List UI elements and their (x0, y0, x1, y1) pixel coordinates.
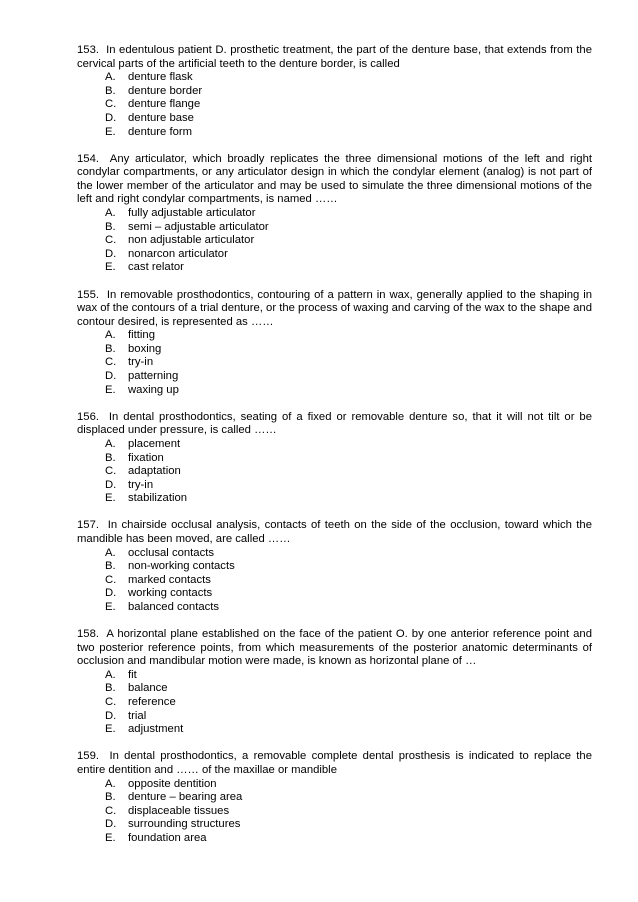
option-text: denture base (128, 111, 194, 124)
answer-option (105, 669, 592, 683)
question-number: 153. (77, 44, 99, 56)
option-text: marked contacts (128, 573, 211, 586)
option-letter: B. (105, 220, 116, 233)
question-stem (77, 628, 592, 669)
answer-option (105, 479, 592, 493)
option-letter: E. (105, 723, 116, 736)
option-text: displaceable tissues (128, 804, 230, 817)
document-page (77, 44, 592, 859)
option-text: patterning (128, 370, 179, 383)
question-156 (77, 411, 592, 506)
answer-options (77, 329, 592, 397)
question-153 (77, 44, 592, 139)
question-number: 157. (77, 519, 99, 532)
option-text: fit (128, 668, 137, 681)
option-text: adjustment (128, 723, 184, 736)
option-text: denture flange (128, 98, 201, 111)
answer-option (105, 248, 592, 262)
question-stem (77, 153, 592, 207)
question-stem (77, 750, 592, 777)
option-letter: C. (105, 573, 117, 586)
option-letter: A. (105, 437, 116, 450)
answer-options (77, 438, 592, 506)
question-154 (77, 153, 592, 275)
answer-options (77, 71, 592, 139)
option-letter: C. (105, 356, 117, 369)
option-letter: A. (105, 668, 116, 681)
option-letter: B. (105, 451, 116, 464)
option-letter: B. (105, 84, 116, 97)
option-letter: B. (105, 791, 116, 804)
answer-options (77, 669, 592, 737)
answer-option (105, 710, 592, 724)
option-text: denture – bearing area (128, 791, 243, 804)
answer-option (105, 234, 592, 248)
answer-option (105, 465, 592, 479)
option-text: boxing (128, 342, 162, 355)
option-letter: D. (105, 370, 117, 383)
question-number: 155. (77, 288, 99, 301)
answer-option (105, 370, 592, 384)
question-text: In removable prosthodontics, contouring of a pattern in wax, generally applied to the shaping in wax of the contours of a trial denture, or the process of waxing and carving of the wax to the shape and contour desired, is represented as …… (77, 288, 593, 328)
answer-option (105, 112, 592, 126)
answer-option (105, 560, 592, 574)
answer-options (77, 778, 592, 846)
answer-option (105, 384, 592, 398)
question-number: 154. (77, 152, 99, 165)
answer-option (105, 818, 592, 832)
answer-options (77, 207, 592, 275)
option-letter: D. (105, 478, 117, 491)
answer-option (105, 71, 592, 85)
option-text: non-working contacts (128, 560, 235, 573)
question-159 (77, 750, 592, 845)
answer-option (105, 587, 592, 601)
question-number: 156. (77, 410, 99, 423)
option-letter: A. (105, 546, 116, 559)
option-text: nonarcon articulator (128, 247, 228, 260)
answer-option (105, 601, 592, 615)
option-letter: A. (105, 71, 116, 84)
option-letter: D. (105, 587, 117, 600)
option-letter: E. (105, 600, 116, 613)
option-text: denture flask (128, 71, 193, 84)
option-text: opposite dentition (128, 777, 217, 790)
option-letter: B. (105, 560, 116, 573)
option-letter: C. (105, 804, 117, 817)
question-stem (77, 411, 592, 438)
question-number: 159. (77, 750, 99, 763)
answer-option (105, 547, 592, 561)
option-text: fitting (128, 329, 156, 342)
option-text: surrounding structures (128, 818, 241, 831)
answer-option (105, 85, 592, 99)
option-letter: C. (105, 98, 117, 111)
question-157 (77, 519, 592, 614)
question-text: In edentulous patient D. prosthetic treatment, the part of the denture base, that extends from the cervical parts of the artificial teeth to the denture border, is called (77, 44, 592, 70)
option-text: balance (128, 682, 168, 695)
answer-option (105, 356, 592, 370)
answer-option (105, 696, 592, 710)
answer-option (105, 791, 592, 805)
option-letter: E. (105, 261, 116, 274)
answer-option (105, 126, 592, 140)
option-text: denture form (128, 125, 193, 138)
option-letter: B. (105, 342, 116, 355)
option-letter: E. (105, 383, 116, 396)
question-text: Any articulator, which broadly replicates the three dimensional motions of the left and right condylar compartments, or any articulator design in which the condylar element (analog) is not part of the lower member of the articulator and may be used to simulate the three dimensional motions of the left and right condylar compartments, is named …… (77, 152, 593, 206)
option-text: stabilization (128, 492, 188, 505)
answer-option (105, 574, 592, 588)
question-text: In dental prosthodontics, seating of a fixed or removable denture so, that it will not tilt or be displaced under pressure, is called …… (77, 410, 592, 437)
option-letter: A. (105, 777, 116, 790)
option-text: working contacts (128, 587, 213, 600)
option-letter: D. (105, 709, 117, 722)
answer-option (105, 778, 592, 792)
answer-option (105, 452, 592, 466)
answer-option (105, 682, 592, 696)
option-text: balanced contacts (128, 600, 220, 613)
answer-option (105, 98, 592, 112)
answer-option (105, 207, 592, 221)
option-letter: D. (105, 818, 117, 831)
option-text: non adjustable articulator (128, 234, 255, 247)
option-text: try-in (128, 478, 154, 491)
option-text: adaptation (128, 465, 181, 478)
option-letter: A. (105, 329, 116, 342)
option-text: try-in (128, 356, 154, 369)
question-text: In chairside occlusal analysis, contacts of teeth on the side of the occlusion, toward which the mandible has been moved, are called …… (77, 519, 592, 545)
answer-option (105, 438, 592, 452)
answer-option (105, 805, 592, 819)
question-text: A horizontal plane established on the face of the patient O. by one anterior reference point and two posterior reference points, from which measurements of the posterior anatomic determinants of occlusion and mandibular motion were made, is known as horizontal plane of … (77, 628, 593, 668)
answer-option (105, 492, 592, 506)
question-155 (77, 289, 592, 398)
option-text: denture border (128, 84, 203, 97)
question-stem (77, 289, 592, 330)
answer-options (77, 547, 592, 615)
question-158 (77, 628, 592, 737)
option-letter: B. (105, 682, 116, 695)
question-stem (77, 44, 592, 71)
option-letter: C. (105, 465, 117, 478)
option-letter: A. (105, 207, 116, 220)
option-text: fully adjustable articulator (128, 207, 256, 220)
answer-option (105, 261, 592, 275)
option-text: cast relator (128, 261, 184, 274)
option-letter: C. (105, 234, 117, 247)
question-number: 158. (77, 628, 99, 641)
option-letter: D. (105, 247, 117, 260)
option-letter: D. (105, 111, 117, 124)
answer-option (105, 832, 592, 846)
answer-option (105, 221, 592, 235)
answer-option (105, 329, 592, 343)
option-text: placement (128, 437, 181, 450)
option-text: occlusal contacts (128, 546, 215, 559)
option-text: waxing up (128, 383, 179, 396)
option-text: trial (128, 709, 147, 722)
question-text: In dental prosthodontics, a removable complete dental prosthesis is indicated to replace the entire dentition and …… of the maxillae or mandible (77, 750, 592, 776)
option-letter: E. (105, 125, 116, 138)
answer-option (105, 723, 592, 737)
option-text: fixation (128, 451, 164, 464)
option-text: semi – adjustable articulator (128, 220, 269, 233)
question-stem (77, 519, 592, 546)
option-letter: E. (105, 831, 116, 844)
option-text: foundation area (128, 831, 207, 844)
answer-option (105, 343, 592, 357)
option-letter: E. (105, 492, 116, 505)
option-letter: C. (105, 696, 117, 709)
option-text: reference (128, 696, 176, 709)
